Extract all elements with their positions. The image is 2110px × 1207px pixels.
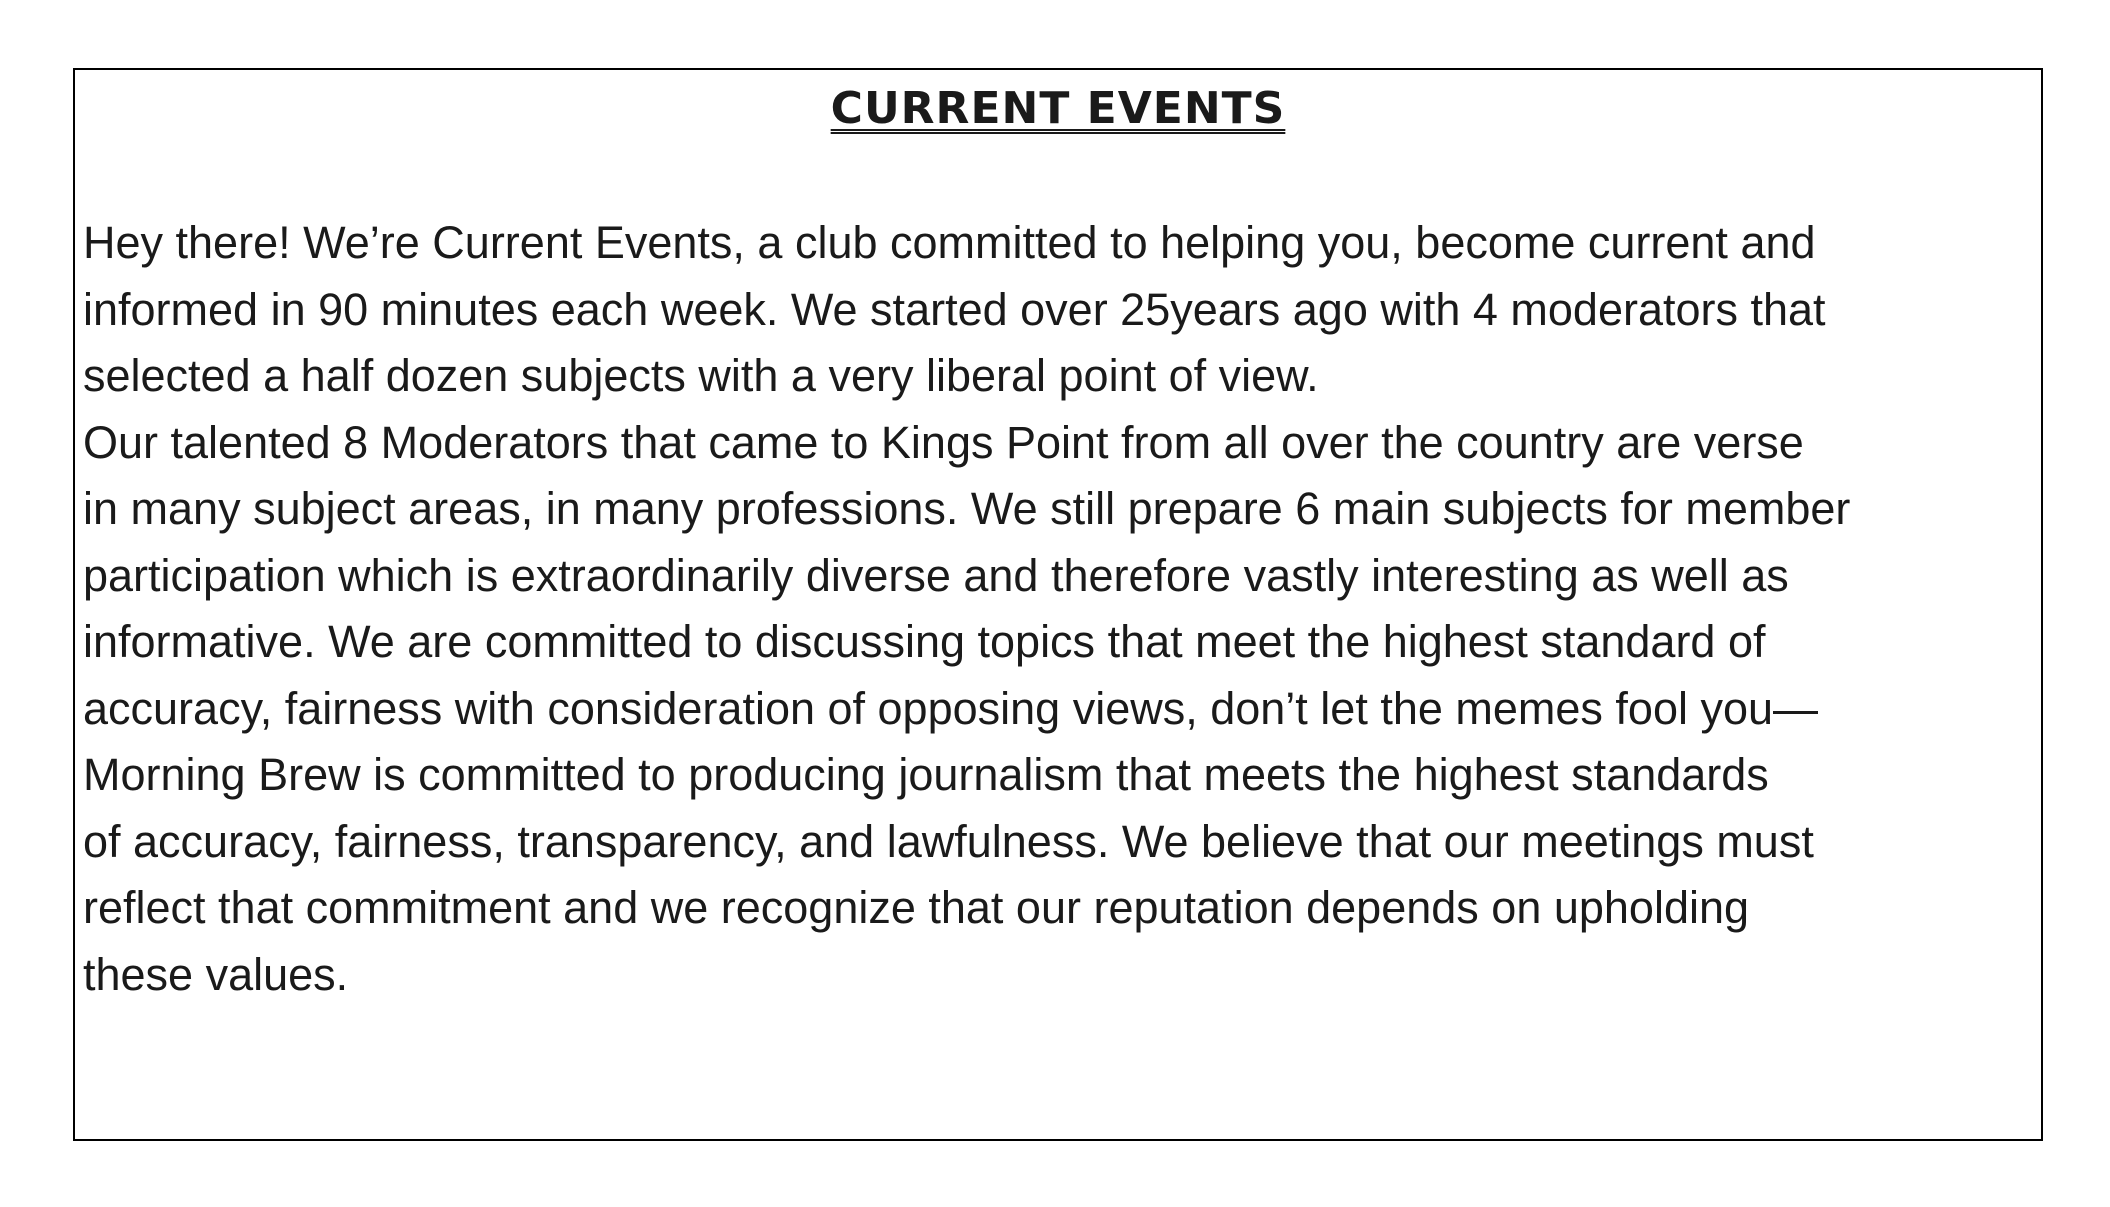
text-line: informative. We are committed to discussing topics that meet the highest standard of [83,616,1766,667]
document-title: CURRENT EVENTS [830,83,1286,134]
text-line: accuracy, fairness with consideration of opposing views, don’t let the memes fool you— [83,682,1819,734]
text-line: in many subject areas, in many professions. We still prepare 6 main subjects for member [83,483,1851,534]
text-line: selected a half dozen subjects with a very liberal point of view. [83,350,1319,401]
body-paragraph [83,210,2033,1008]
text-line: reflect that commitment and we recognize that our reputation depends on upholding [83,882,1750,933]
document-frame [73,68,2043,1141]
text-line: Morning Brew is committed to producing journalism that meets the highest standards [83,749,1769,800]
text-line: participation which is extraordinarily diverse and therefore vastly interesting as well as [83,549,1789,601]
text-line: these values. [83,948,349,1000]
text-line: Our talented 8 Moderators that came to Kings Point from all over the country are verse [83,416,1804,468]
text-line: Hey there! We’re Current Events, a club committed to helping you, become current and [83,217,1816,268]
text-line: informed in 90 minutes each week. We started over 25years ago with 4 moderators that [83,283,1826,335]
text-line: of accuracy, fairness, transparency, and lawfulness. We believe that our meetings must [83,815,1814,867]
